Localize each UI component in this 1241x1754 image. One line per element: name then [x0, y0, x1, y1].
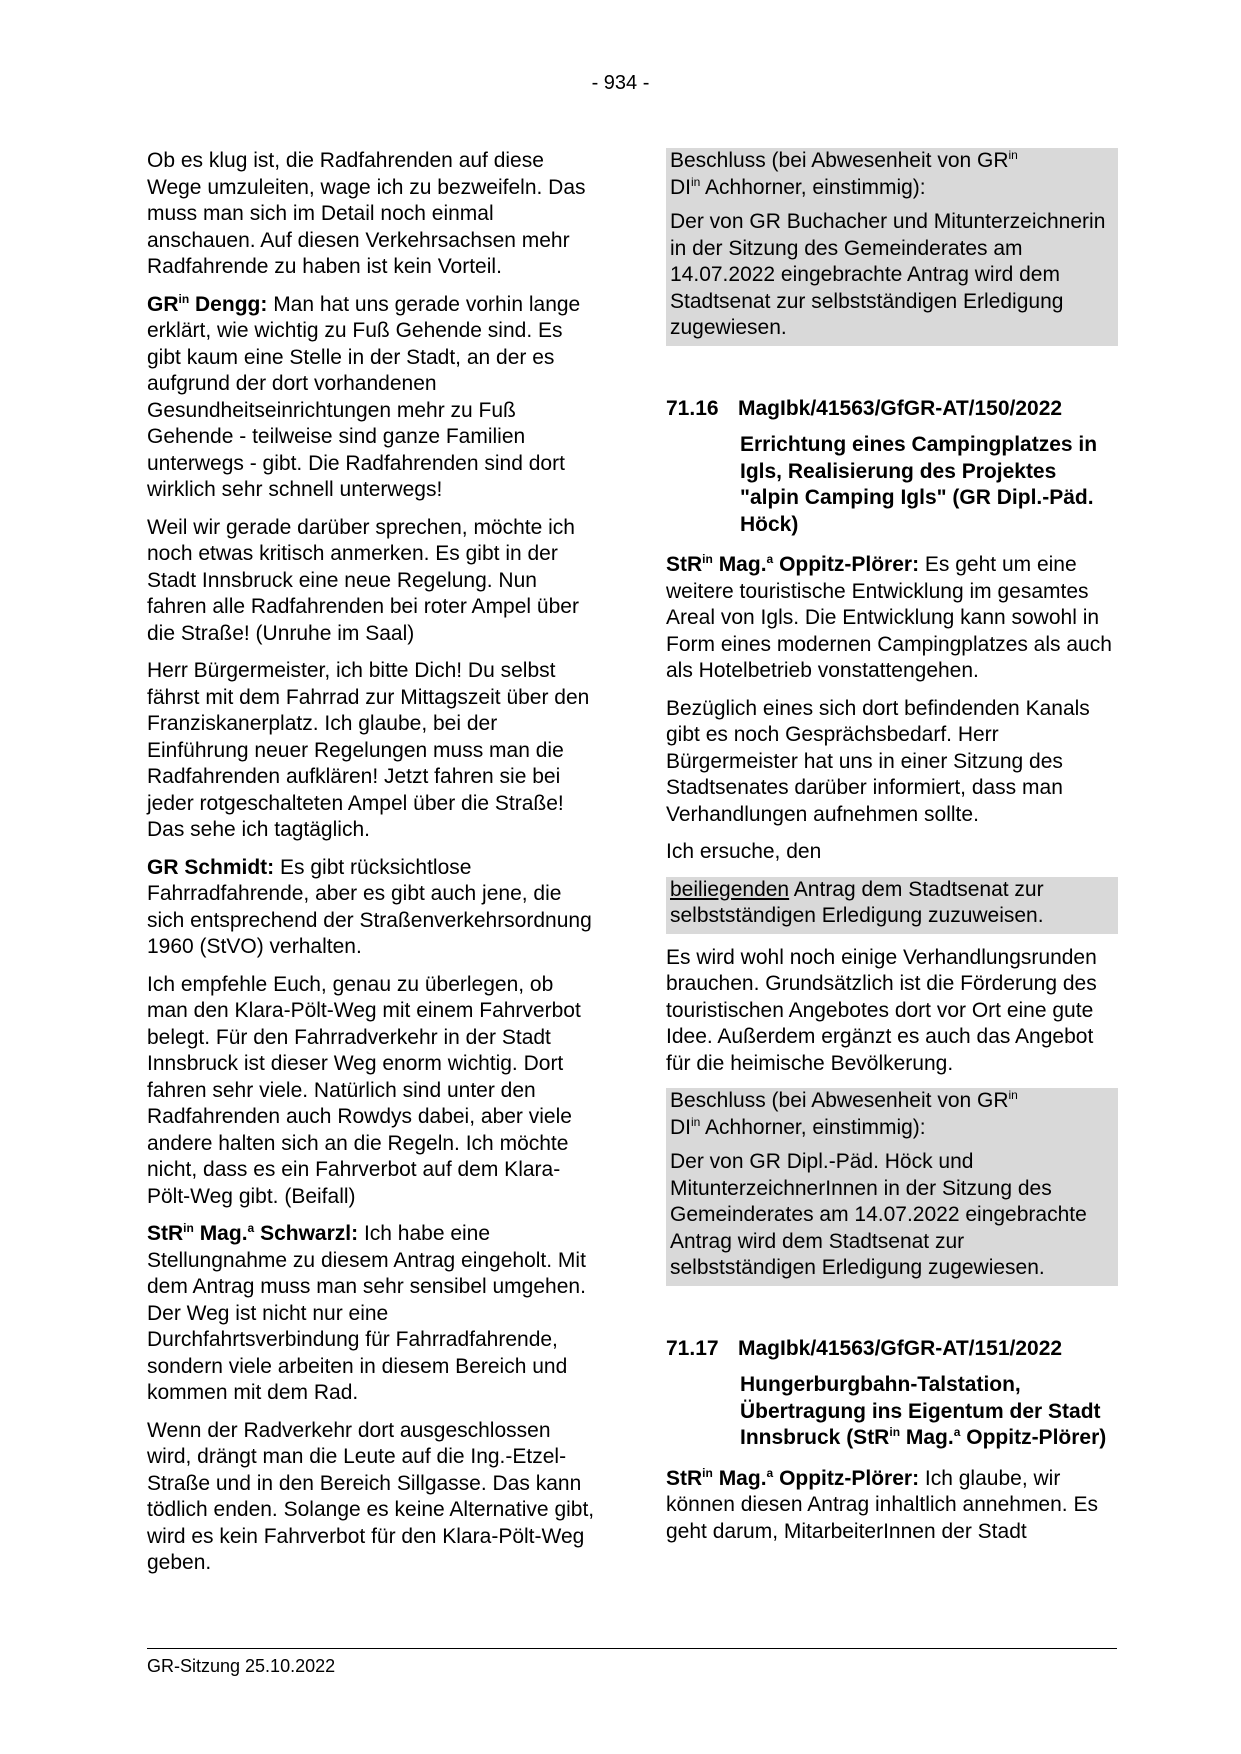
resolution-box	[666, 1088, 1118, 1286]
paragraph: Es wird wohl noch einige Verhandlungsrunden brauchen. Grundsätzlich ist die Förderung des touristischen Angebotes dort vor Ort eine gute Idee. Außerdem ergänzt es auch das Angebot für die heimische Bevölkerung.	[666, 945, 1097, 1075]
resolution-heading: Beschluss (bei Abwesenheit von $GR^{in}$ $DI^{in}$ Achhorner, einstimmig):	[670, 1088, 1018, 1139]
motion-box	[666, 877, 1118, 934]
paragraph: Ob es klug ist, die Radfahrenden auf diese Wege umzuleiten, wage ich zu bezweifeln. Das muss man sich im Detail noch einmal anschauen. Auf diesen Verkehrsachsen mehr Radfahrende zu haben ist kein Vorteil.	[147, 149, 586, 278]
paragraph: Ich ersuche, den	[666, 840, 822, 863]
paragraph: Weil wir gerade darüber sprechen, möchte ich noch etwas kritisch anmerken. Es gibt in der Stadt Innsbruck eine neue Regelung. Nun fahren alle Radfahrenden bei roter Ampel über die Straße! (Unruhe im Saal)	[147, 515, 579, 645]
paragraph-oppitz: StR$^{in}$ Mag.$^a$ Oppitz-Plörer: Es geht um eine weitere touristische Entwicklung im gesamtes Areal von Igls. Die Entwicklung kann sowohl in Form eines modernen Campingplatzes als auch als Hotelbetrieb vonstattengehen.	[666, 552, 1112, 682]
agenda-item-title: Errichtung eines Campingplatzes in Igls, Realisierung des Projektes "alpin Camping Igls" (GR Dipl.-Päd. Höck)	[740, 433, 1098, 536]
paragraph-schmidt: GR Schmidt: Es gibt rücksichtlose Fahrradfahrende, aber es gibt auch jene, die sich entsprechend der Straßenverkehrsordnung 1960 (StVO) verhalten.	[147, 855, 592, 958]
speaker-name: StR$^{in}$ Mag.$^a$ Oppitz-Plörer:	[666, 1465, 920, 1490]
footer-text: GR-Sitzung 25.10.2022	[147, 1656, 336, 1676]
paragraph-dengg: $GR^{in}$ Dengg: Man hat uns gerade vorhin lange erklärt, wie wichtig zu Fuß Gehende sind. Es gibt kaum eine Stelle in der Stadt, an der es aufgrund der dort vorhandenen Gesundheitseinrichtungen mehr zu Fuß Gehende - teilweise sind ganze Familien unterwegs - gibt. Die Radfahrenden sind dort wirklich sehr schnell unterwegs!	[147, 291, 581, 501]
resolution-heading: Beschluss (bei Abwesenheit von $GR^{in}$ $DI^{in}$ Achhorner, einstimmig):	[670, 148, 1018, 199]
agenda-item-title: Hungerburgbahn-Talstation, Übertragung ins Eigentum der Stadt Innsbruck (StR$^{in}$ Mag.$^a$ Oppitz-Plörer)	[740, 1373, 1107, 1449]
left-column	[147, 148, 599, 1588]
paragraph: Bezüglich eines sich dort befindenden Kanals gibt es noch Gesprächsbedarf. Herr Bürgermeister hat uns in einer Sitzung des Stadtsenates darüber informiert, dass man Verhandlungen aufnehmen sollte.	[666, 696, 1090, 826]
page-number: - 934 -	[591, 72, 650, 94]
paragraph-oppitz: StR$^{in}$ Mag.$^a$ Oppitz-Plörer: Ich glaube, wir können diesen Antrag inhaltlich annehmen. Es geht darum, MitarbeiterInnen der Stadt	[666, 1465, 1098, 1543]
paragraph-schwarzl: StR$^{in}$ Mag.$^a$ Schwarzl: Ich habe eine Stellungnahme zu diesem Antrag eingeholt. Mit dem Antrag muss man sehr sensibel umgehen. Der Weg ist nicht nur eine Durchfahrtsverbindung für Fahrradfahrende, sondern viele arbeiten in diesem Bereich und kommen mit dem Rad.	[147, 1221, 586, 1404]
speaker-name: $GR^{in}$ Dengg:	[147, 291, 268, 316]
paragraph: Wenn der Radverkehr dort ausgeschlossen wird, drängt man die Leute auf die Ing.-Etzel-Straße und in den Bereich Sillgasse. Das kann tödlich enden. Solange es keine Alternative gibt, wird es kein Fahrverbot für den Klara-Pölt-Weg geben.	[147, 1418, 595, 1574]
motion-text: beiliegenden Antrag dem Stadtsenat zur selbstständigen Erledigung zuzuweisen.	[670, 877, 1044, 927]
agenda-item-heading: 71.16 MagIbk/41563/GfGR-AT/150/2022	[666, 396, 1063, 420]
speaker-name: StR$^{in}$ Mag.$^a$ Schwarzl:	[147, 1221, 359, 1245]
agenda-item-heading: 71.17 MagIbk/41563/GfGR-AT/151/2022	[666, 1336, 1063, 1360]
resolution-text: Der von GR Dipl.-Päd. Höck und MitunterzeichnerInnen in der Sitzung des Gemeinderates am 14.07.2022 eingebrachte Antrag wird dem Stadtsenat zur selbstständigen Erledigung zugewiesen.	[670, 1150, 1087, 1279]
footer-divider	[147, 1648, 1117, 1649]
speaker-name: GR Schmidt:	[147, 855, 275, 879]
right-column	[666, 148, 1118, 1556]
resolution-text: Der von GR Buchacher und Mitunterzeichnerin in der Sitzung des Gemeinderates am 14.07.2022 eingebrachte Antrag wird dem Stadtsenat zur selbstständigen Erledigung zugewiesen.	[670, 210, 1106, 339]
paragraph: Ich empfehle Euch, genau zu überlegen, ob man den Klara-Pölt-Weg mit einem Fahrverbot belegt. Für den Fahrradverkehr in der Stadt Innsbruck ist dieser Weg enorm wichtig. Dort fahren sehr viele. Natürlich sind unter den Radfahrenden auch Rowdys dabei, aber viele andere halten sich an die Regeln. Ich möchte nicht, dass es ein Fahrverbot auf dem Klara-Pölt-Weg gibt. (Beifall)	[147, 972, 581, 1208]
paragraph: Herr Bürgermeister, ich bitte Dich! Du selbst fährst mit dem Fahrrad zur Mittagszeit über den Franziskanerplatz. Ich glaube, bei der Einführung neuer Regelungen muss man die Radfahrenden aufklären! Jetzt fahren sie bei jeder rotgeschalteten Ampel über die Straße! Das sehe ich tagtäglich.	[147, 659, 590, 841]
resolution-box	[666, 148, 1118, 346]
speaker-name: StR$^{in}$ Mag.$^a$ Oppitz-Plörer:	[666, 552, 920, 576]
